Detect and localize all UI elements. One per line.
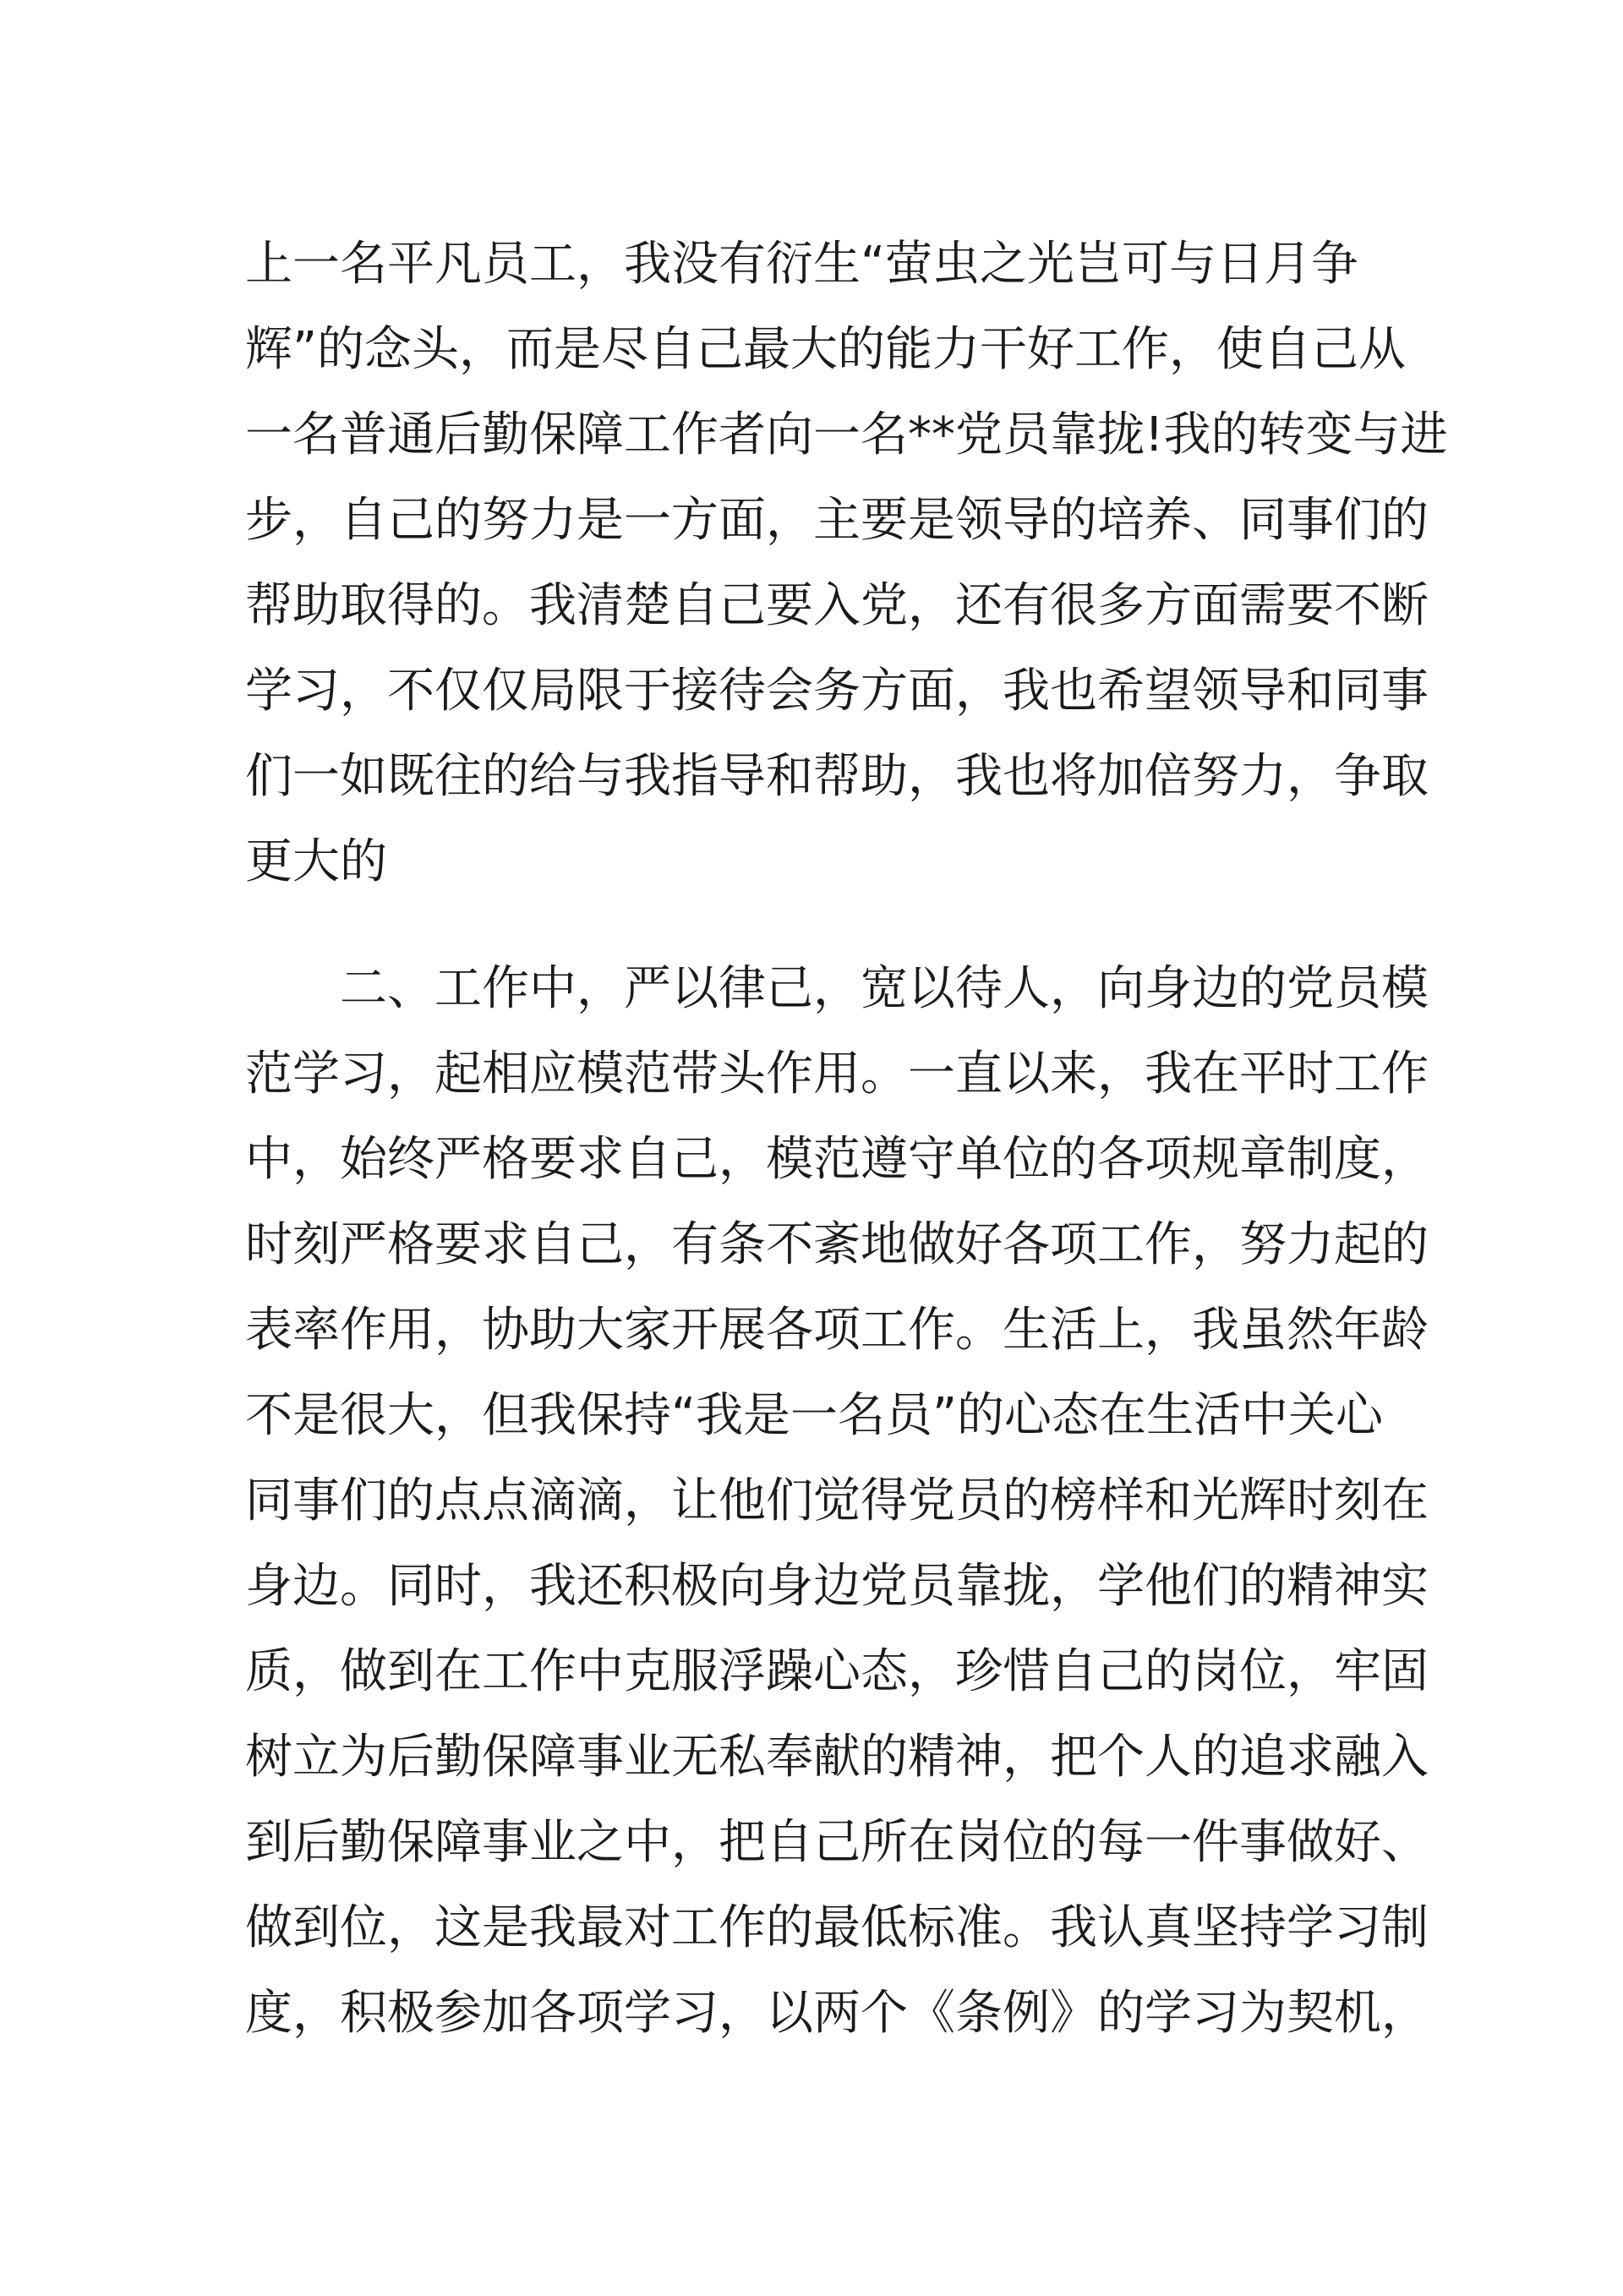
- paragraph-line: 们一如既往的给与我指导和帮助，我也将加倍努力，争取: [245, 749, 1429, 804]
- paragraph-line: 树立为后勤保障事业无私奉献的精神，把个人的追求融入: [245, 1730, 1429, 1785]
- paragraph-line: 时刻严格要求自己，有条不紊地做好各项工作，努力起的: [245, 1217, 1429, 1272]
- paragraph-line: 步，自己的努力是一方面，主要是领导的培养、同事们的: [245, 493, 1429, 548]
- paragraph-line: 同事们的点点滴滴，让他们觉得党员的榜样和光辉时刻在: [245, 1473, 1429, 1528]
- paragraph-line: 范学习，起相应模范带头作用。一直以来，我在平时工作: [245, 1047, 1429, 1102]
- paragraph-line: 上一名平凡员工，我没有衍生“萤虫之光岂可与日月争: [245, 237, 1359, 292]
- paragraph-line: 度，积极参加各项学习，以两个《条例》的学习为契机，: [245, 1986, 1429, 2041]
- paragraph-line: 中，始终严格要求自己，模范遵守单位的各项规章制度，: [245, 1132, 1429, 1187]
- paragraph-line: 不是很大，但我保持“我是一名员”的心态在生活中关心: [245, 1388, 1384, 1443]
- paragraph-line: 一名普通后勤保障工作者向一名**党员靠拢!我的转变与进: [245, 407, 1448, 462]
- paragraph-line: 帮助取得的。我清楚自己要入党，还有很多方面需要不断: [245, 578, 1429, 633]
- paragraph-line: 表率作用，协助大家开展各项工作。生活上，我虽然年龄: [245, 1303, 1429, 1358]
- paragraph-2: [245, 946, 1429, 2056]
- paragraph-line: 到后勤保障事业之中，把自己所在岗位的每一件事做好、: [245, 1815, 1429, 1870]
- paragraph-1: [245, 221, 1448, 905]
- paragraph-line: 质，做到在工作中克服浮躁心态，珍惜自己的岗位，牢固: [245, 1644, 1429, 1699]
- paragraph-line: 身边。同时，我还积极向身边党员靠拢，学他们的精神实: [245, 1559, 1429, 1614]
- paragraph-line: 更大的: [245, 834, 387, 889]
- paragraph-line: 辉”的念头，而是尽自己最大的能力干好工作，使自己从: [245, 322, 1407, 377]
- paragraph-line: 二、工作中，严以律己，宽以待人，向身边的党员模: [340, 961, 1429, 1016]
- paragraph-line: 学习，不仅仅局限于接待会务方面，我也希望领导和同事: [245, 664, 1429, 719]
- paragraph-line: 做到位，这是我最对工作的最低标准。我认真坚持学习制: [245, 1900, 1429, 1955]
